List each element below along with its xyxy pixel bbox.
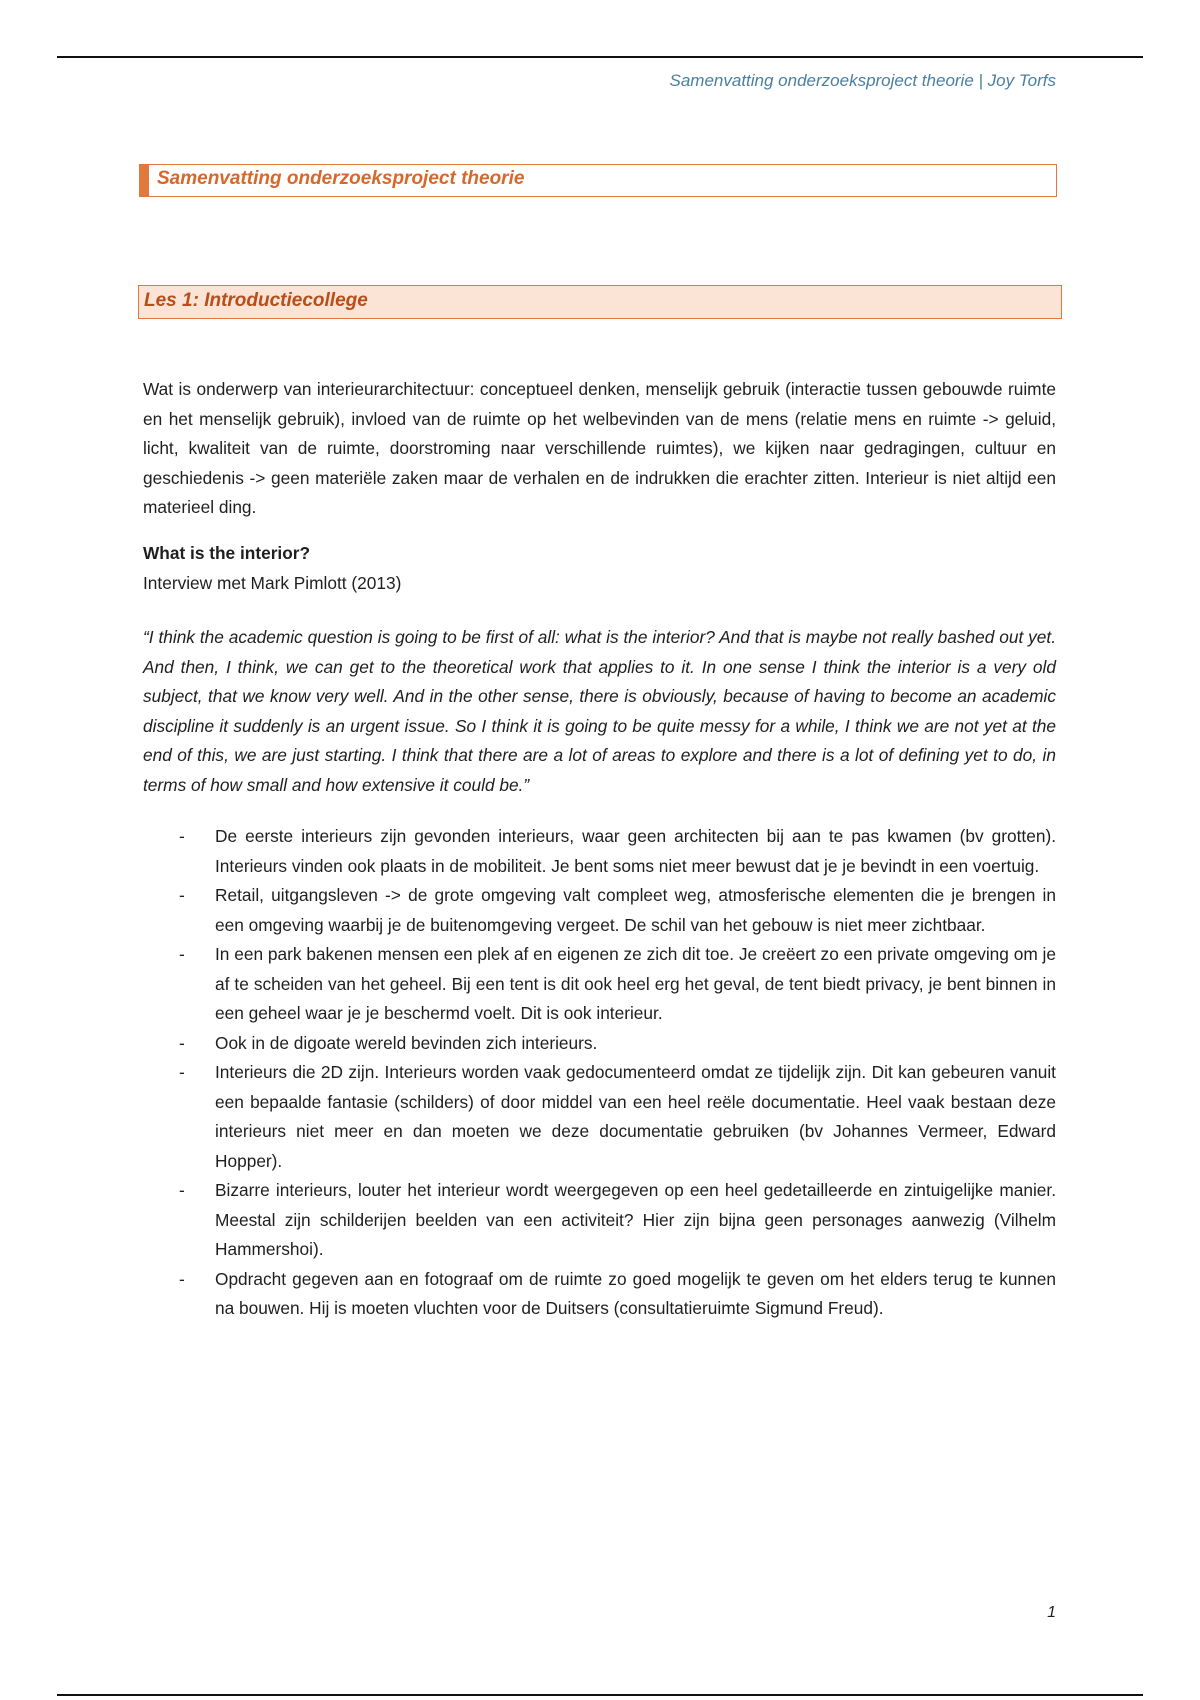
list-item bbox=[143, 1029, 1056, 1059]
list-item bbox=[143, 1265, 1056, 1324]
list-item-text: In een park bakenen mensen een plek af en eigenen ze zich dit toe. Je creëert zo een private omgeving om je af te scheiden van het geheel. Bij een tent is dit ook heel erg het geval, de tent biedt privacy, je bent binnen in een geheel waar je je beschermd voelt. Dit is ook interieur. bbox=[215, 944, 1056, 1023]
bullet-dash: - bbox=[179, 1062, 185, 1082]
bullet-dash: - bbox=[179, 1268, 185, 1289]
bullet-dash: - bbox=[179, 1032, 185, 1053]
bullet-dash: - bbox=[179, 1180, 185, 1200]
bullet-list bbox=[143, 822, 1056, 1324]
section-subheading: Interview met Mark Pimlott (2013) bbox=[143, 573, 402, 593]
lesson-heading-box bbox=[138, 285, 1062, 319]
list-item-text: Interieurs die 2D zijn. Interieurs worden vaak gedocumenteerd omdat ze tijdelijk zijn. Dit kan gebeuren vanuit een bepaalde fantasie (schilders) of door middel van een heel reële documentatie. Heel vaak bestaan deze interieurs niet meer en dan moeten we deze documentatie gebruiken (bv Johannes Vermeer, Edward Hopper). bbox=[215, 1062, 1056, 1171]
document-title: Samenvatting onderzoeksproject theorie bbox=[157, 168, 525, 189]
list-item-text: De eerste interieurs zijn gevonden interieurs, waar geen architecten bij aan te pas kwamen (bv grotten). Interieurs vinden ook plaats in de mobiliteit. Je bent soms niet meer bewust dat je je bevindt in een voertuig. bbox=[215, 826, 1056, 876]
list-item-text: Bizarre interieurs, louter het interieur wordt weergegeven op een heel gedetailleerde en zintuigelijke manier. Meestal zijn schilderijen beelden van een activiteit? Hier zijn bijna geen personages aanwezig (Vilhelm Hammershoi). bbox=[215, 1180, 1056, 1259]
document-title-box bbox=[139, 164, 1057, 197]
header-rule bbox=[57, 56, 1143, 58]
intro-paragraph: Wat is onderwerp van interieurarchitectuur: conceptueel denken, menselijk gebruik (interactie tussen gebouwde ruimte en het menselijk gebruik), invloed van de ruimte op het welbevinden van de mens (relatie mens en ruimte -> geluid, licht, kwaliteit van de ruimte, doorstroming naar verschillende ruimtes), we kijken naar gedragingen, cultuur en geschiedenis -> geen materiële zaken maar de verhalen en de indrukken die erachter zitten. Interieur is niet altijd een materieel ding. bbox=[143, 379, 1056, 517]
list-item bbox=[143, 1176, 1056, 1265]
list-item-text: Ook in de digoate wereld bevinden zich interieurs. bbox=[215, 1032, 598, 1053]
section-heading: What is the interior? bbox=[143, 543, 311, 563]
running-header: Samenvatting onderzoeksproject theorie | Joy Torfs bbox=[669, 71, 1056, 90]
page-number: 1 bbox=[1047, 1604, 1056, 1621]
bullet-dash: - bbox=[179, 826, 185, 846]
bullet-dash: - bbox=[179, 944, 185, 964]
footer-rule bbox=[57, 1694, 1143, 1696]
list-item bbox=[143, 881, 1056, 940]
list-item bbox=[143, 1058, 1056, 1176]
list-item bbox=[143, 940, 1056, 1029]
list-item bbox=[143, 822, 1056, 881]
bullet-dash: - bbox=[179, 885, 185, 905]
list-item-text: Opdracht gegeven aan en fotograaf om de ruimte zo goed mogelijk te geven om het elders terug te kunnen na bouwen. Hij is moeten vluchten voor de Duitsers (consultatieruimte Sigmund Freud). bbox=[215, 1268, 1056, 1318]
lesson-heading: Les 1: Introductiecollege bbox=[144, 290, 368, 311]
list-item-text: Retail, uitgangsleven -> de grote omgeving valt compleet weg, atmosferische elementen die je brengen in een omgeving waarbij je de buitenomgeving vergeet. De schil van het gebouw is niet meer zichtbaar. bbox=[215, 885, 1056, 935]
interview-quote: “I think the academic question is going to be first of all: what is the interior? And that is maybe not really bashed out yet. And then, I think, we can get to the theoretical work that applies to it. In one sense I think the interior is a very old subject, that we know very well. And in the other sense, there is obviously, because of having to become an academic discipline it suddenly is an urgent issue. So I think it is going to be quite messy for a while, I think we are not yet at the end of this, we are just starting. I think that there are a lot of areas to explore and there is a lot of defining yet to do, in terms of how small and how extensive it could be.” bbox=[143, 627, 1056, 795]
